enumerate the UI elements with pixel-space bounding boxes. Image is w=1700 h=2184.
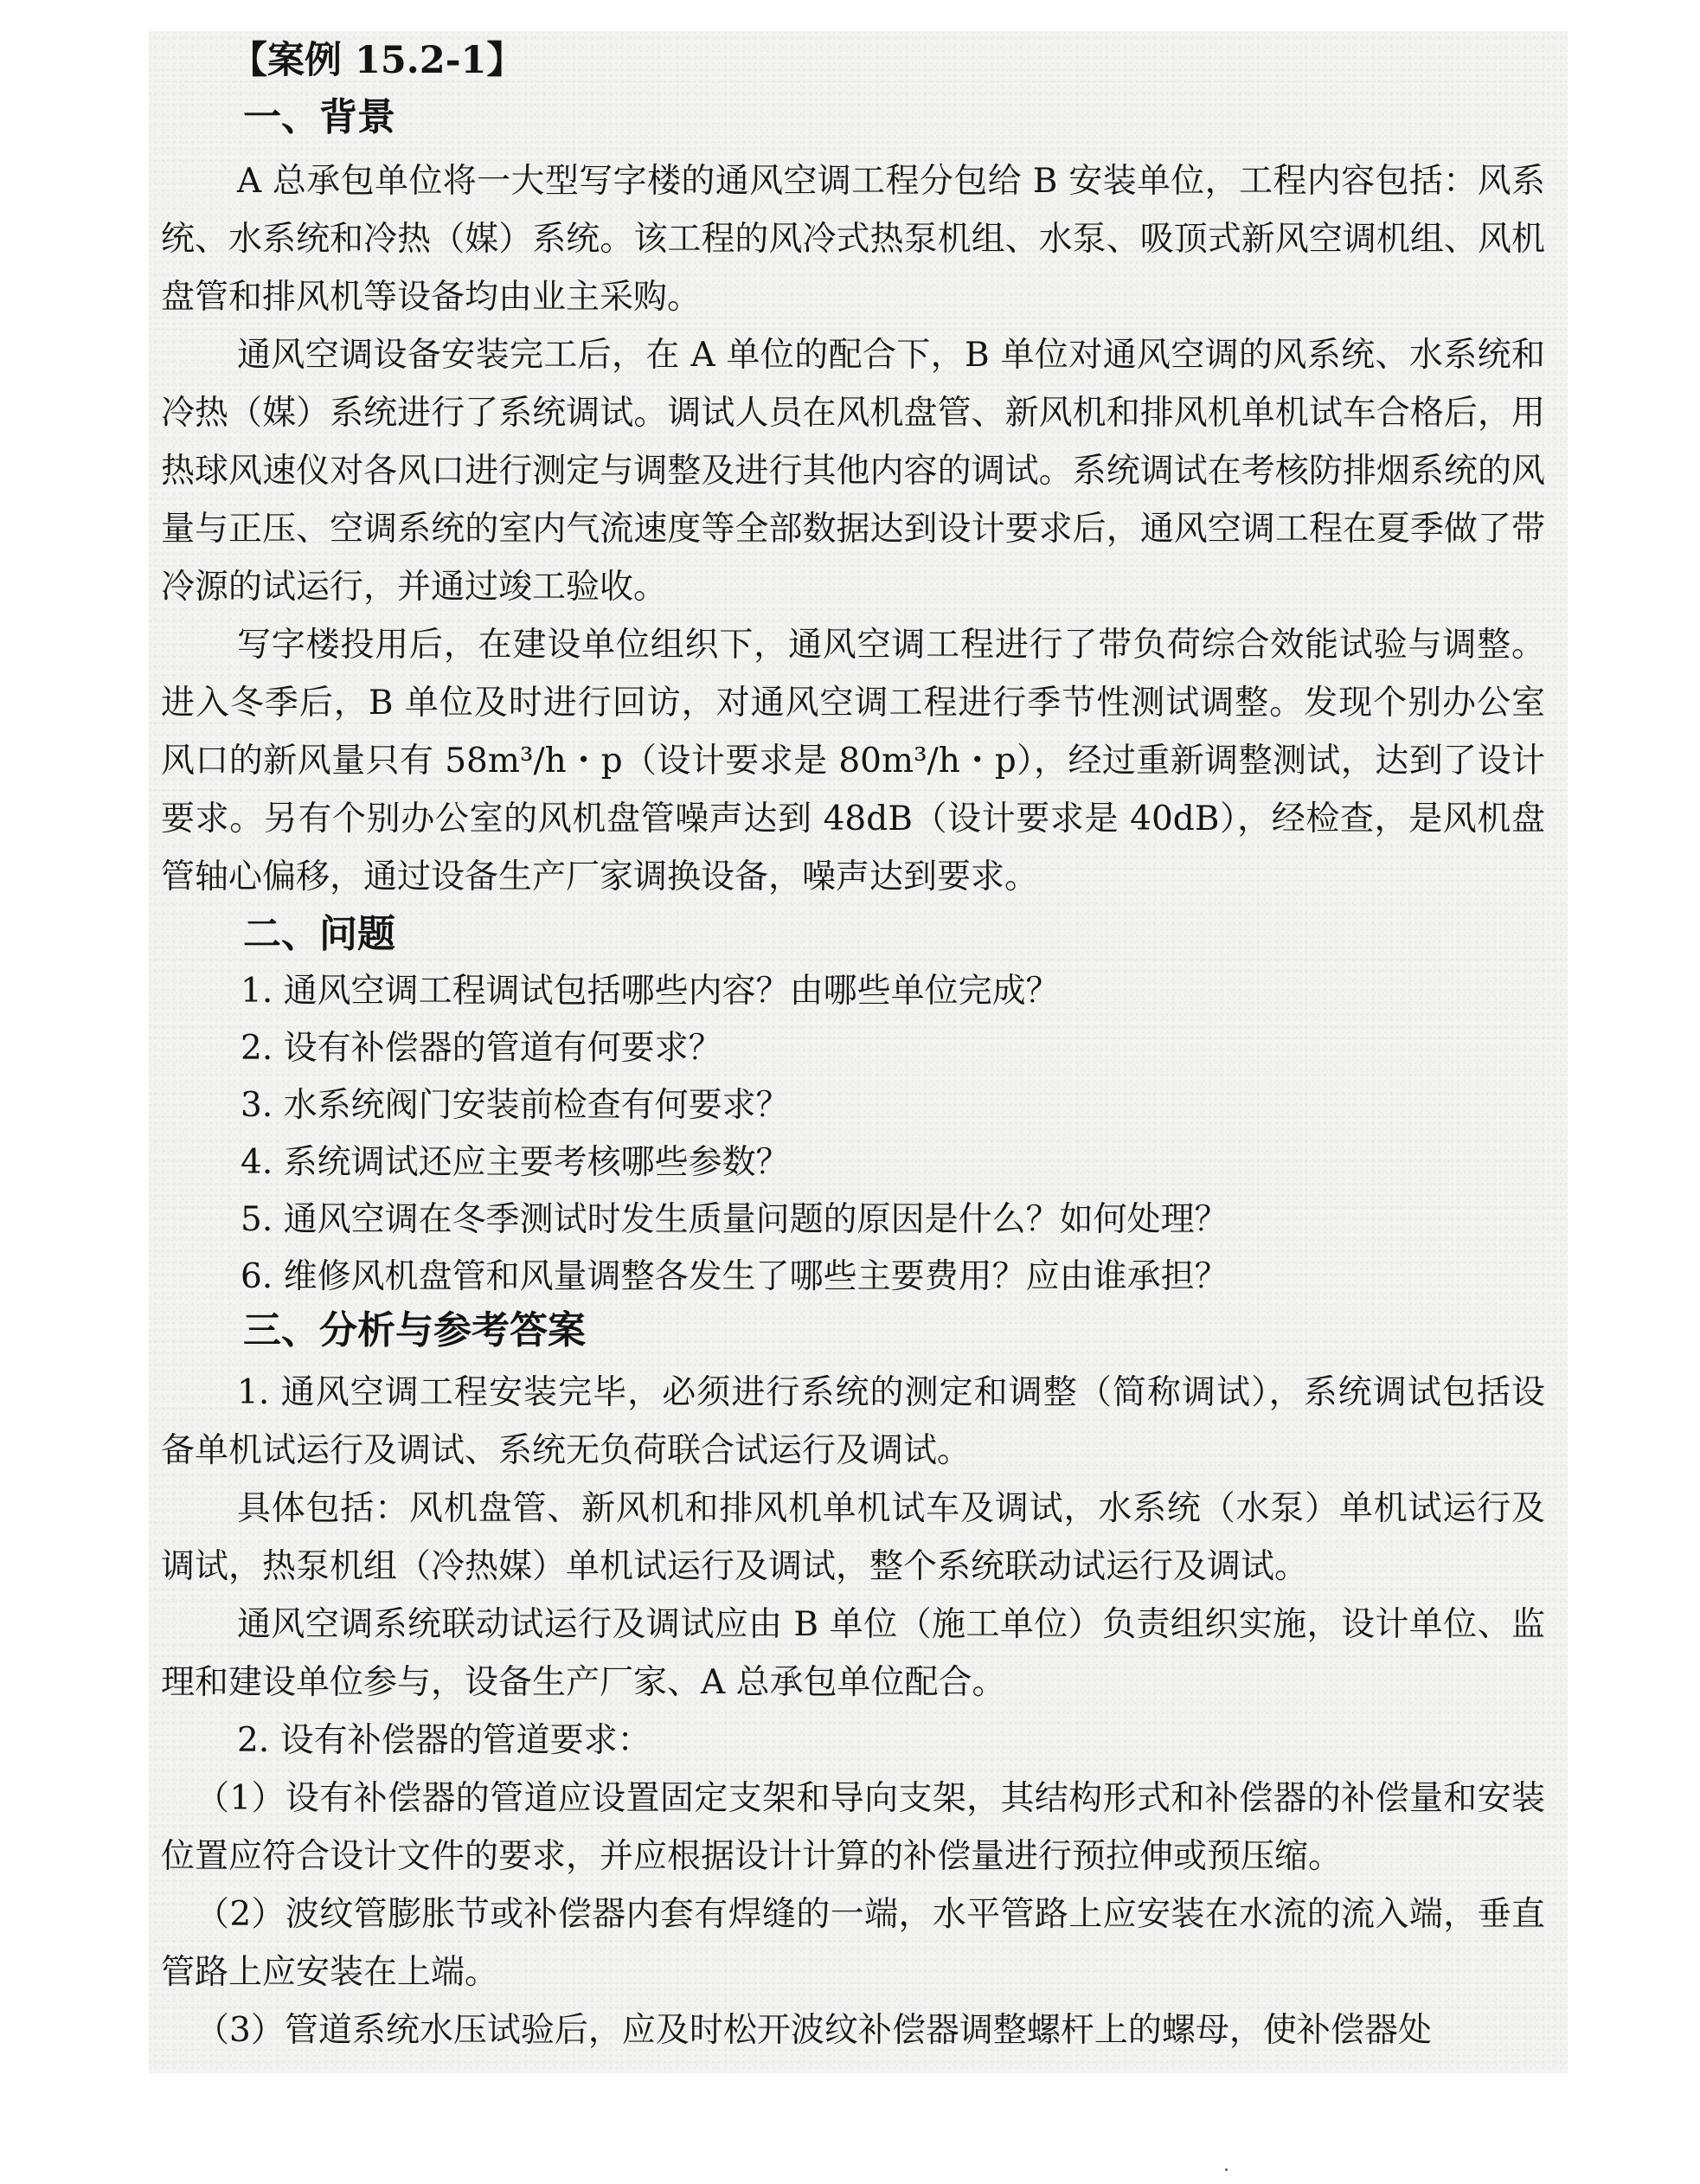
section-heading-analysis: 三、分析与参考答案 <box>243 1308 586 1352</box>
case-title: 【案例 15.2-1】 <box>230 39 524 82</box>
question-item: 2. 设有补偿器的管道有何要求？ <box>241 1029 722 1068</box>
section-heading-questions: 二、问题 <box>243 912 395 956</box>
answer-paragraph: 通风空调系统联动试运行及调试应由 B 单位（施工单位）负责组织实施，设计单位、监理和建设单位参与，设备生产厂家、A 总承包单位配合。 <box>161 1605 1545 1702</box>
answer-paragraph: （2）波纹管膨胀节或补偿器内套有焊缝的一端，水平管路上应安装在水流的流入端，垂直管路上应安装在上端。 <box>161 1895 1545 1992</box>
answer-paragraph: 1. 通风空调工程安装完毕，必须进行系统的测定和调整（简称调试），系统调试包括设备单机试运行及调试、系统无负荷联合试运行及调试。 <box>161 1373 1545 1470</box>
answer-paragraph: （1）设有补偿器的管道应设置固定支架和导向支架，其结构形式和补偿器的补偿量和安装位置应符合设计文件的要求，并应根据设计计算的补偿量进行预拉伸或预压缩。 <box>161 1779 1545 1876</box>
background-paragraph-1: A 总承包单位将一大型写字楼的通风空调工程分包给 B 安装单位，工程内容包括：风系统、水系统和冷热（媒）系统。该工程的风冷式热泵机组、水泵、吸顶式新风空调机组、风机盘管和排风机等设备均由业主采购。 <box>161 162 1545 317</box>
background-paragraph-3: 写字楼投用后，在建设单位组织下，通风空调工程进行了带负荷综合效能试验与调整。进入冬季后，B 单位及时进行回访，对通风空调工程进行季节性测试调整。发现个别办公室风口的新风量只有 58m³/h・p（设计要求是 80m³/h・p），经过重新调整测试，达到了设计要求。另有个别办公室的风机盘管噪声达到 48dB（设计要求是 40dB），经检查，是风机盘管轴心偏移，通过设备生产厂家调换设备，噪声达到要求。 <box>161 626 1545 896</box>
question-item: 6. 维修风机盘管和风量调整各发生了哪些主要费用？应由谁承担？ <box>241 1257 1228 1296</box>
question-item: 4. 系统调试还应主要考核哪些参数？ <box>241 1143 790 1182</box>
answer-paragraph: 具体包括：风机盘管、新风机和排风机单机试车及调试，水系统（水泵）单机试运行及调试，热泵机组（冷热媒）单机试运行及调试，整个系统联动试运行及调试。 <box>161 1489 1545 1586</box>
section-heading-background: 一、背景 <box>243 95 395 139</box>
question-item: 1. 通风空调工程调试包括哪些内容？由哪些单位完成？ <box>241 972 1060 1011</box>
answer-paragraph: （3）管道系统水压试验后，应及时松开波纹补偿器调整螺杆上的螺母，使补偿器处 <box>196 2011 1432 2050</box>
scan-speck <box>1225 2168 1228 2171</box>
background-paragraph-2: 通风空调设备安装完工后，在 A 单位的配合下，B 单位对通风空调的风系统、水系统和冷热（媒）系统进行了系统调试。调试人员在风机盘管、新风机和排风机单机试车合格后，用热球风速仪对各风口进行测定与调整及进行其他内容的调试。系统调试在考核防排烟系统的风量与正压、空调系统的室内气流速度等全部数据达到设计要求后，通风空调工程在夏季做了带冷源的试运行，并通过竣工验收。 <box>161 336 1545 607</box>
question-item: 3. 水系统阀门安装前检查有何要求？ <box>241 1086 790 1125</box>
answer-paragraph: 2. 设有补偿器的管道要求： <box>237 1721 651 1760</box>
question-item: 5. 通风空调在冬季测试时发生质量问题的原因是什么？如何处理？ <box>241 1200 1228 1239</box>
